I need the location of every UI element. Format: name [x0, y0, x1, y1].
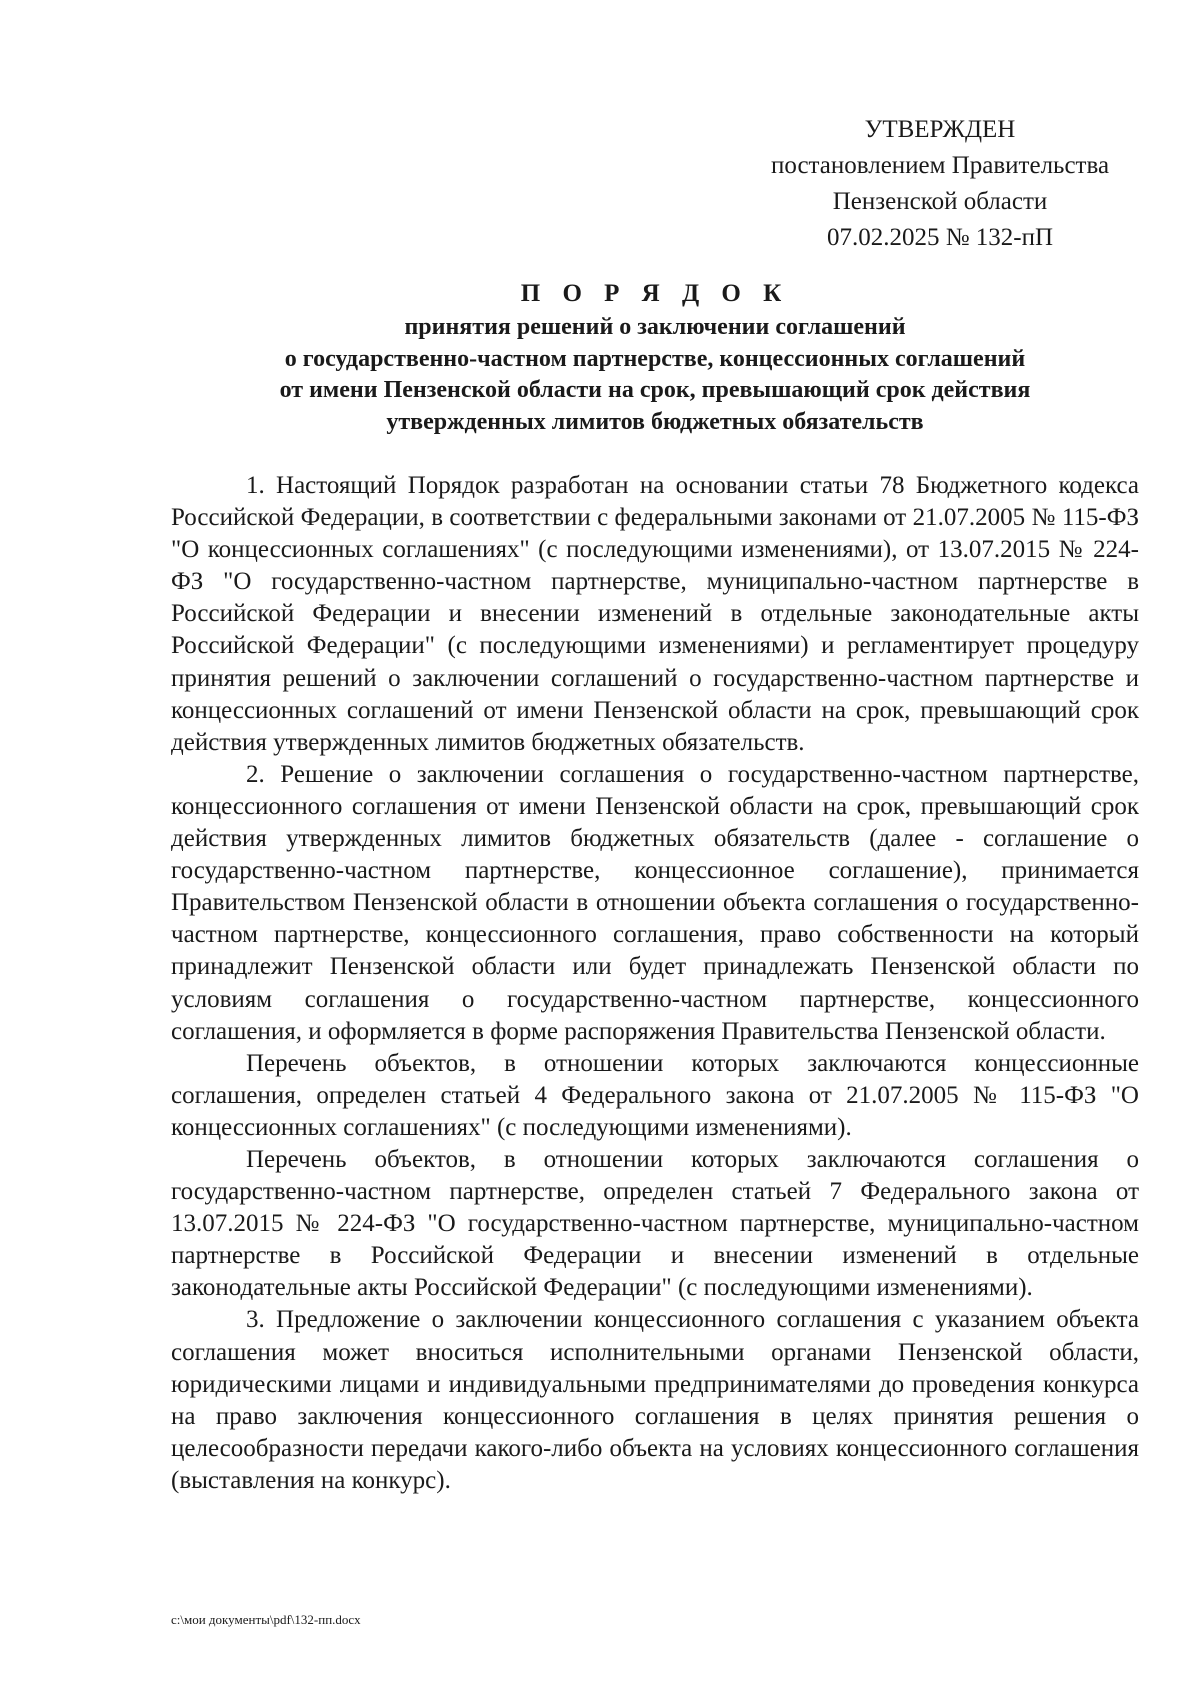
paragraph-ppp-objects: Перечень объектов, в отношении которых заключаются соглашения о государственно-частном партнерстве, определен статьей 7 Федерального закона от 13.07.2015 № 224-ФЗ "О государственно-частном партнерстве, муниципально-частном партнерстве в Российской Федерации и внесении изменений в отдельные законодательные акты Российской Федерации" (с последующими изменениями). — [171, 1145, 1139, 1302]
approval-stamp — [730, 112, 1150, 256]
paragraph-concession-objects: Перечень объектов, в отношении которых заключаются концессионные соглашения, определен статьей 4 Федерального закона от 21.07.2005 № 115-ФЗ "О концессионных соглашениях" (с последующими изменениями). — [171, 1049, 1139, 1141]
paragraph-item-1: 1. Настоящий Порядок разработан на основании статьи 78 Бюджетного кодекса Российской Федерации, в соответствии с федеральными законами от 21.07.2005 № 115-ФЗ "О концессионных соглашениях" (с последующими изменениями), от 13.07.2015 № 224-ФЗ "О государственно-частном партнерстве, муниципально-частном партнерстве в Российской Федерации и внесении изменений в отдельные законодательные акты Российской Федерации" (с последующими изменениями) и регламентирует процедуру принятия решений о заключении соглашений о государственно-частном партнерстве и концессионных соглашений от имени Пензенской области на срок, превышающий срок действия утвержденных лимитов бюджетных обязательств. — [171, 472, 1139, 756]
approval-resolution-label: постановлением Правительства — [770, 152, 1110, 179]
document-body — [171, 470, 1139, 1497]
document-subtitle-line: о государственно-частном партнерстве, концессионных соглашений — [284, 345, 1026, 372]
paragraph-item-2: 2. Решение о заключении соглашения о государственно-частном партнерстве, концессионного соглашения от имени Пензенской области на срок, превышающий срок действия утвержденных лимитов бюджетных обязательств (далее - соглашение о государственно-частном партнерстве, концессионное соглашение), принимается Правительством Пензенской области в отношении объекта соглашения о государственно-частном партнерстве, концессионного соглашения, право собственности на который принадлежит Пензенской области или будет принадлежать Пензенской области по условиям соглашения о государственно-частном партнерстве, концессионного соглашения, и оформляется в форме распоряжения Правительства Пензенской области. — [171, 760, 1139, 1045]
document-title-block — [170, 278, 1140, 438]
document-subtitle-line: принятия решений о заключении соглашений — [404, 314, 906, 340]
footer-file-path: c:\мои документы\pdf\132-пп.docx — [171, 1612, 361, 1627]
document-title: П О Р Я Д О К — [520, 280, 790, 307]
approval-region-label: Пензенской области — [832, 188, 1048, 215]
approval-approved-label: УТВЕРЖДЕН — [864, 116, 1016, 143]
paragraph-item-3: 3. Предложение о заключении концессионного соглашения с указанием объекта соглашения может вноситься исполнительными органами Пензенской области, юридическими лицами и индивидуальными предпринимателями до проведения конкурса на право заключения концессионного соглашения в целях принятия решения о целесообразности передачи какого-либо объекта на условиях концессионного соглашения (выставления на конкурс). — [171, 1306, 1139, 1494]
document-subtitle-line: от имени Пензенской области на срок, превышающий срок действия — [279, 377, 1031, 403]
document-subtitle-line: утвержденных лимитов бюджетных обязательств — [386, 408, 924, 435]
approval-date-number: 07.02.2025 № 132-пП — [826, 224, 1054, 251]
